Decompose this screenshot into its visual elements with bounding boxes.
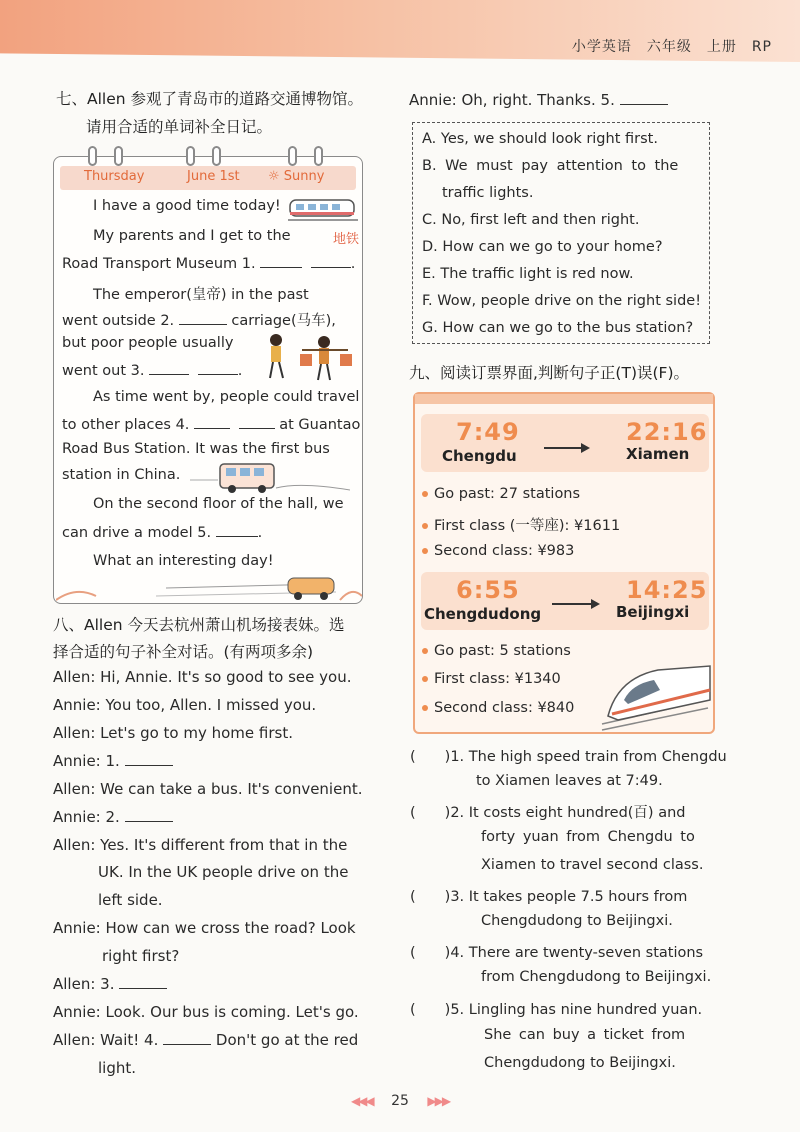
answer-bracket[interactable]: ( ) [410, 889, 451, 905]
dialogue-line: Allen: Let's go to my home first. [53, 724, 293, 742]
binder-ring [186, 146, 195, 166]
answer-blank[interactable] [179, 311, 227, 325]
tf-item-3 [410, 885, 687, 906]
info-second-class [422, 543, 574, 559]
binder-ring [114, 146, 123, 166]
dialogue-line: Allen: Hi, Annie. It's so good to see you. [53, 668, 352, 686]
diary-line: On the second floor of the hall, we [93, 496, 344, 512]
dialogue-text: Don't go at the red [215, 1031, 359, 1049]
bullet-icon [422, 648, 428, 654]
dialogue-line: Annie: You too, Allen. I missed you. [53, 696, 317, 714]
answer-blank[interactable] [239, 415, 275, 429]
answer-blank[interactable] [163, 1031, 211, 1045]
section8-instruction: 择合适的句子补全对话。(有两项多余) [53, 643, 314, 661]
statement-text: 2. It costs eight hundred(百) and [450, 805, 686, 821]
dialogue-line: Annie: How can we cross the road? Look [53, 919, 356, 937]
info-stations [422, 486, 580, 502]
info-text: Second class: ¥983 [434, 543, 575, 559]
info-text: First class (一等座): ¥1611 [434, 518, 621, 534]
answer-blank[interactable] [194, 415, 230, 429]
subway-label: 地铁 [333, 232, 360, 247]
bus-icon [190, 460, 350, 496]
tf-item-4 [410, 941, 703, 962]
high-speed-train-icon [598, 660, 712, 732]
binder-ring [288, 146, 297, 166]
subway-train-icon [288, 194, 358, 224]
answer-blank[interactable] [311, 254, 351, 268]
option-b-cont: traffic lights. [442, 185, 534, 201]
dialogue-line: UK. In the UK people drive on the [98, 863, 349, 881]
binder-ring [314, 146, 323, 166]
bullet-icon [422, 705, 428, 711]
tf-item-2-cont: forty yuan from Chengdu to [481, 829, 695, 845]
arrive-time: 22:16 [626, 418, 708, 446]
diary-line: As time went by, people could travel [93, 389, 360, 405]
tf-item-5-cont: She can buy a ticket from [484, 1027, 686, 1043]
answer-blank[interactable] [260, 254, 302, 268]
tf-item-1-cont: to Xiamen leaves at 7:49. [476, 773, 663, 789]
info-text: Go past: 5 stations [434, 643, 571, 659]
info-text: First class: ¥1340 [434, 671, 561, 687]
statement-text: 3. It takes people 7.5 hours from [450, 889, 688, 905]
option-f: F. Wow, people drive on the right side! [422, 293, 702, 309]
diary-line: station in China. [62, 467, 181, 483]
bullet-icon [422, 548, 428, 554]
dialogue-text: Annie: 2. [53, 808, 120, 826]
diary-text: at Guantao [279, 417, 361, 433]
info-second-class [422, 700, 574, 716]
dialogue-line [409, 91, 668, 109]
page-number: 25 [391, 1093, 409, 1109]
book-title: 小学英语 六年级 上册 RP [571, 39, 772, 55]
option-g: G. How can we go to the bus station? [422, 320, 694, 336]
info-text: Second class: ¥840 [434, 700, 575, 716]
diary-line: The emperor(皇帝) in the past [93, 287, 309, 303]
bullet-icon [422, 491, 428, 497]
bullet-icon [422, 676, 428, 682]
diary-text: went out 3. [62, 363, 145, 379]
diary-line: can drive a model 5. . [62, 525, 263, 541]
section7-instruction: 请用合适的单词补全日记。 [86, 118, 273, 136]
tf-item-4-cont: from Chengdudong to Beijingxi. [481, 969, 712, 985]
diary-text: to other places 4. [62, 417, 190, 433]
ticket-window-bar [415, 394, 713, 404]
dialogue-line [53, 808, 173, 826]
dialogue-line: light. [98, 1059, 137, 1077]
dialogue-text: Annie: 1. [53, 752, 120, 770]
dialogue-line: Allen: Yes. It's different from that in the [53, 836, 348, 854]
diary-line [62, 309, 336, 330]
info-first-class [422, 671, 561, 687]
diary-text: Road Transport Museum 1. [62, 256, 256, 272]
dialogue-line: Annie: Look. Our bus is coming. Let's go. [53, 1003, 359, 1021]
option-c: C. No, first left and then right. [422, 212, 640, 228]
arrow-right-icon [552, 603, 598, 605]
dialogue-line [53, 752, 173, 770]
diary-line: I have a good time today! [93, 198, 281, 214]
dialogue-text: Allen: 3. [53, 975, 115, 993]
answer-blank[interactable] [125, 752, 173, 766]
statement-text: 4. There are twenty-seven stations [450, 945, 704, 961]
diary-line: went out 3. . [62, 363, 243, 379]
diary-weather [268, 169, 324, 184]
depart-time: 7:49 [456, 418, 520, 446]
binder-ring [212, 146, 221, 166]
answer-blank[interactable] [119, 975, 167, 989]
page-footer [0, 1093, 800, 1109]
info-text: Go past: 27 stations [434, 486, 581, 502]
diary-line: Road Bus Station. It was the first bus [62, 441, 330, 457]
diary-text: can drive a model 5. [62, 525, 212, 541]
answer-blank[interactable] [216, 523, 258, 537]
from-city: Chengdu [442, 447, 517, 465]
depart-time: 6:55 [456, 576, 520, 604]
arrive-time: 14:25 [626, 576, 708, 604]
info-first-class [422, 514, 620, 535]
answer-blank[interactable] [149, 361, 189, 375]
to-city: Beijingxi [616, 603, 690, 621]
option-b: B. We must pay attention to the [422, 158, 679, 174]
diary-text: went outside 2. [62, 313, 175, 329]
tf-item-5 [410, 998, 702, 1019]
diary-line: What an interesting day! [93, 553, 274, 569]
diary-line: My parents and I get to the [93, 228, 291, 244]
tf-item-2 [410, 801, 685, 822]
options-box [412, 122, 710, 344]
diary-date: June 1st [187, 169, 240, 184]
dialogue-line: right first? [102, 947, 180, 965]
tf-item-3-cont: Chengdudong to Beijingxi. [481, 913, 673, 929]
answer-blank[interactable] [620, 91, 668, 105]
info-stations [422, 643, 571, 659]
diary-line: Road Transport Museum 1. . [62, 256, 356, 272]
answer-bracket[interactable]: ( ) [410, 749, 451, 765]
dialogue-text: Allen: Wait! 4. [53, 1031, 159, 1049]
tf-item-1 [410, 745, 727, 766]
answer-blank[interactable] [198, 361, 238, 375]
people-carrying-icon [262, 330, 358, 384]
tf-item-2-cont: Xiamen to travel second class. [481, 857, 704, 873]
section9-title: 九、阅读订票界面,判断句子正(T)误(F)。 [409, 364, 690, 382]
dialogue-line [53, 975, 167, 993]
dialogue-text: Annie: Oh, right. Thanks. 5. [409, 91, 615, 109]
answer-blank[interactable] [125, 808, 173, 822]
from-city: Chengdudong [424, 605, 542, 623]
left-arrows-icon: ◀◀◀ [350, 1094, 373, 1108]
answer-bracket[interactable]: ( ) [410, 805, 451, 821]
answer-bracket[interactable]: ( ) [410, 945, 451, 961]
dialogue-line [53, 1031, 358, 1049]
binder-ring [88, 146, 97, 166]
car-road-icon [56, 566, 362, 604]
tf-item-5-cont: Chengdudong to Beijingxi. [484, 1055, 676, 1071]
bullet-icon [422, 523, 428, 529]
statement-text: 1. The high speed train from Chengdu [450, 749, 727, 765]
diary-line [62, 415, 360, 433]
sun-icon: ☼ [268, 169, 280, 184]
option-e: E. The traffic light is red now. [422, 266, 634, 282]
section8-title: 八、Allen 今天去杭州萧山机场接表妹。选 [53, 616, 345, 634]
to-city: Xiamen [626, 445, 690, 463]
option-a: A. Yes, we should look right first. [422, 131, 658, 147]
dialogue-line: left side. [98, 891, 163, 909]
diary-day: Thursday [84, 169, 145, 184]
diary-line: but poor people usually [62, 335, 234, 351]
diary-text: carriage(马车), [231, 313, 336, 329]
option-d: D. How can we go to your home? [422, 239, 663, 255]
dialogue-line: Allen: We can take a bus. It's convenient. [53, 780, 363, 798]
section7-title: 七、Allen 参观了青岛市的道路交通博物馆。 [56, 90, 364, 108]
statement-text: 5. Lingling has nine hundred yuan. [450, 1002, 703, 1018]
right-arrows-icon: ▶▶▶ [427, 1094, 450, 1108]
arrow-right-icon [544, 447, 588, 449]
answer-bracket[interactable]: ( ) [410, 1002, 451, 1018]
weather-label: Sunny [283, 169, 325, 184]
